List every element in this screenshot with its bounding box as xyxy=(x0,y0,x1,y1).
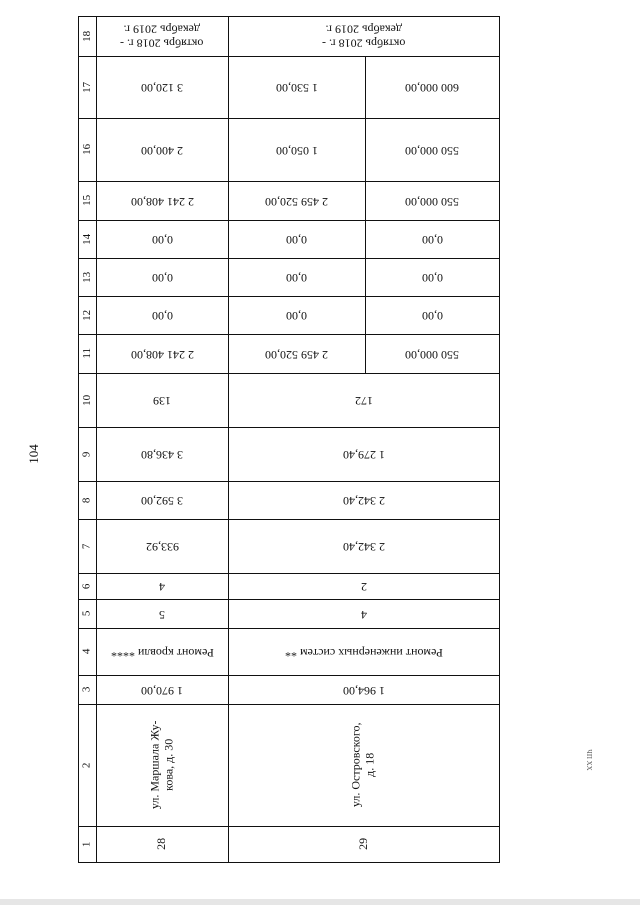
column-header-10: 10 xyxy=(80,394,93,406)
row29-c14b-cell xyxy=(365,220,499,258)
row28-c5: 5 xyxy=(159,607,165,622)
column-header-6-cell xyxy=(78,573,96,599)
column-header-18-cell xyxy=(78,16,96,56)
row29-area: 1 964,00 xyxy=(342,683,385,698)
row28-work-type: Ремонт кровли **** xyxy=(110,645,214,660)
row29-c17a-cell xyxy=(228,56,365,118)
column-header-5: 5 xyxy=(80,610,93,617)
row29-c17a: 1 530,00 xyxy=(275,80,318,95)
row29-c17b-cell xyxy=(365,56,499,118)
row28-c14-cell xyxy=(96,220,228,258)
row28-c13-cell xyxy=(96,258,228,296)
row29-c9-cell xyxy=(228,427,499,481)
row29-c7: 2 342,40 xyxy=(342,539,385,554)
row29-c6: 2 xyxy=(360,579,367,594)
row28-c9: 3 436,80 xyxy=(141,447,183,462)
row28-no: 28 xyxy=(154,837,169,850)
page-number: 104 xyxy=(26,444,41,464)
margin-mark: ЧП ХХ xyxy=(585,749,593,771)
column-header-2-cell xyxy=(78,704,96,826)
column-header-6: 6 xyxy=(80,583,93,589)
row29-work-type: Ремонт инженерных систем ** xyxy=(284,645,443,660)
row29-c16a: 1 050,00 xyxy=(275,143,318,158)
row29-work-type-cell xyxy=(228,628,499,675)
column-separator-18 xyxy=(78,862,500,863)
row29-c17b: 600 000,00 xyxy=(405,80,459,95)
row28-c9-cell xyxy=(96,427,228,481)
row29-c18-cell xyxy=(228,16,499,56)
row28-c8-cell xyxy=(96,481,228,519)
column-header-8: 8 xyxy=(80,497,93,503)
row29-area-cell xyxy=(228,675,499,704)
column-header-9-cell xyxy=(78,427,96,481)
row29-c12a: 0,00 xyxy=(286,308,307,323)
row29-c8: 2 342,40 xyxy=(342,493,385,508)
column-header-5-cell xyxy=(78,599,96,628)
column-header-2: 2 xyxy=(80,762,93,768)
row29-c12b-cell xyxy=(365,296,499,334)
row28-c12: 0,00 xyxy=(151,308,173,323)
column-header-1: 1 xyxy=(80,841,93,847)
row28-work-type-cell xyxy=(96,628,228,675)
column-header-16-cell xyxy=(78,118,96,181)
column-header-10-cell xyxy=(78,373,96,427)
row29-c11b: 550 000,00 xyxy=(405,347,459,362)
column-header-11: 11 xyxy=(80,348,93,359)
row29-c15b: 550 000,00 xyxy=(405,194,459,209)
row28-c18: октябрь 2018 г. - декабрь 2019 г. xyxy=(120,23,204,51)
row28-c7: 933,92 xyxy=(145,539,179,554)
row29-c11a-cell xyxy=(228,334,365,373)
row29-no-cell xyxy=(228,826,499,862)
row28-c15: 2 241 408,00 xyxy=(130,194,194,209)
row29-c12a-cell xyxy=(228,296,365,334)
row28-c7-cell xyxy=(96,519,228,573)
column-header-4-cell xyxy=(78,628,96,675)
row29-c10-cell xyxy=(228,373,499,427)
row29-c11b-cell xyxy=(365,334,499,373)
row29-c14a: 0,00 xyxy=(286,232,307,247)
row28-c12-cell xyxy=(96,296,228,334)
row28-c15-cell xyxy=(96,181,228,220)
row29-c8-cell xyxy=(228,481,499,519)
column-header-9: 9 xyxy=(80,451,93,457)
row28-c18-cell xyxy=(96,16,228,56)
column-header-7: 7 xyxy=(80,543,93,549)
row28-c13: 0,00 xyxy=(151,270,173,285)
column-header-3-cell xyxy=(78,675,96,704)
row28-c6-cell xyxy=(96,573,228,599)
row29-c14b: 0,00 xyxy=(421,232,443,247)
row28-no-cell xyxy=(96,826,228,862)
column-header-11-cell xyxy=(78,334,96,373)
column-header-18: 18 xyxy=(80,30,93,42)
column-header-13-cell xyxy=(78,258,96,296)
row28-area: 1 970,00 xyxy=(141,683,183,698)
row29-c5: 4 xyxy=(360,607,367,622)
column-header-12-cell xyxy=(78,296,96,334)
row29-c16b-cell xyxy=(365,118,499,181)
row28-c8: 3 592,00 xyxy=(141,493,183,508)
row28-c10-cell xyxy=(96,373,228,427)
row29-c14a-cell xyxy=(228,220,365,258)
row29-c15a: 2 459 520,00 xyxy=(265,194,328,209)
row29-c6-cell xyxy=(228,573,499,599)
column-header-16: 16 xyxy=(80,143,93,155)
row28-c16-cell xyxy=(96,118,228,181)
row28-address: ул. Маршала Жу- кова, д. 30 xyxy=(147,720,175,810)
row29-c18: октябрь 2018 г. - декабрь 2019 г. xyxy=(321,23,406,51)
row29-c13a: 0,00 xyxy=(286,270,307,285)
column-header-17-cell xyxy=(78,56,96,118)
row28-c14: 0,00 xyxy=(151,232,173,247)
row29-c9: 1 279,40 xyxy=(342,447,385,462)
row29-c7-cell xyxy=(228,519,499,573)
row28-c6: 4 xyxy=(159,579,165,594)
row28-c17: 3 120,00 xyxy=(141,80,183,95)
row29-c10: 172 xyxy=(354,393,373,408)
column-header-12: 12 xyxy=(80,309,93,321)
row28-area-cell xyxy=(96,675,228,704)
column-header-15-cell xyxy=(78,181,96,220)
row29-c16b: 550 000,00 xyxy=(405,143,459,158)
row29-c13b: 0,00 xyxy=(421,270,443,285)
row28-c16: 2 400,00 xyxy=(141,143,183,158)
row29-c16a-cell xyxy=(228,118,365,181)
row29-c15b-cell xyxy=(365,181,499,220)
row29-address: ул. Островского, д. 18 xyxy=(348,722,377,808)
row29-no: 29 xyxy=(355,837,370,850)
column-header-14-cell xyxy=(78,220,96,258)
column-header-14: 14 xyxy=(80,233,93,245)
row29-c15a-cell xyxy=(228,181,365,220)
row29-c11a: 2 459 520,00 xyxy=(265,347,328,362)
row29-c13b-cell xyxy=(365,258,499,296)
table-border-right xyxy=(499,16,500,863)
row28-c11: 2 241 408,00 xyxy=(130,347,194,362)
row29-c12b: 0,00 xyxy=(421,308,443,323)
row28-address-cell xyxy=(96,704,228,826)
row29-c13a-cell xyxy=(228,258,365,296)
column-header-3: 3 xyxy=(80,686,93,693)
row29-address-cell xyxy=(228,704,499,826)
row28-c11-cell xyxy=(96,334,228,373)
row29-c5-cell xyxy=(228,599,499,628)
column-header-17: 17 xyxy=(80,81,93,93)
column-header-7-cell xyxy=(78,519,96,573)
column-header-4: 4 xyxy=(80,648,93,655)
row28-c10: 139 xyxy=(153,393,171,408)
column-header-1-cell xyxy=(78,826,96,862)
row28-c5-cell xyxy=(96,599,228,628)
column-header-8-cell xyxy=(78,481,96,519)
row28-c17-cell xyxy=(96,56,228,118)
column-header-15: 15 xyxy=(80,194,93,206)
column-header-13: 13 xyxy=(80,271,93,283)
